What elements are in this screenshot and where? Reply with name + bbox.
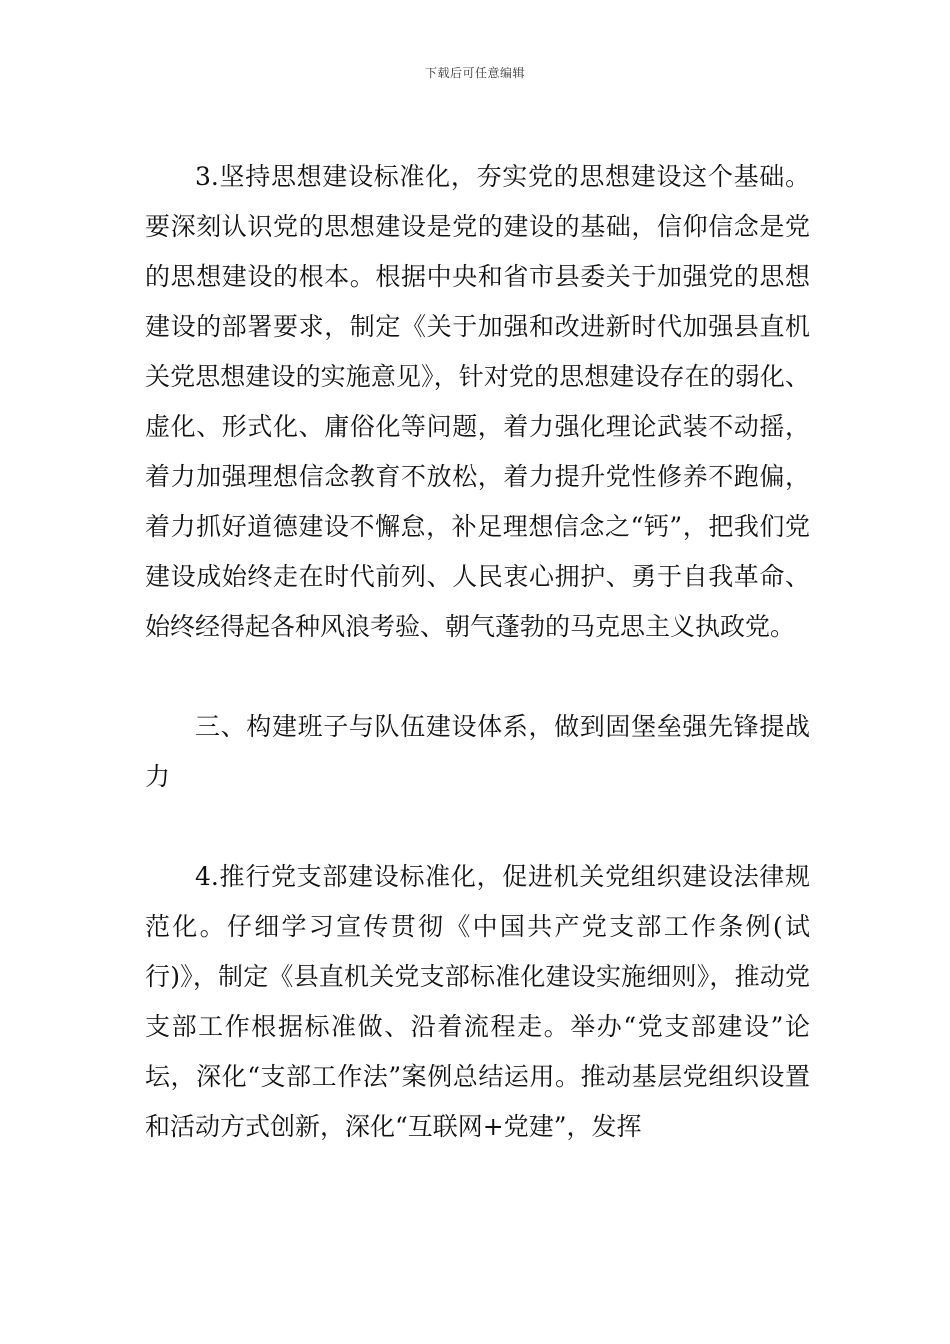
section-heading-team-building: 三、构建班子与队伍建设体系，做到固堡垒强先锋提战力 [145,712,810,791]
document-body [145,152,810,1152]
page-header: 下载后可任意编辑 [424,66,525,80]
paragraph-party-branch-standardization: 4.推行党支部建设标准化，促进机关党组织建设法律规范化。仔细学习宣传贯彻《中国共产党支部工作条例(试行)》，制定《县直机关党支部标准化建设实施细则》，推动党支部工作根据标准做、沿着流程走。举办“党支部建设”论坛，深化“支部工作法”案例总结运用。推动基层党组织设置和活动方式创新，深化“互联网+党建”，发挥 [145,862,810,1141]
paragraph-ideological-building: 3.坚持思想建设标准化，夯实党的思想建设这个基础。要深刻认识党的思想建设是党的建设的基础，信仰信念是党的思想建设的根本。根据中央和省市县委关于加强党的思想建设的部署要求，制定《关于加强和改进新时代加强县直机关党思想建设的实施意见》，针对党的思想建设存在的弱化、虚化、形式化、庸俗化等问题，着力强化理论武装不动摇，着力加强理想信念教育不放松，着力提升党性修养不跑偏，着力抓好道德建设不懈怠，补足理想信念之“钙”，把我们党建设成始终走在时代前列、人民衷心拥护、勇于自我革命、始终经得起各种风浪考验、朝气蓬勃的马克思主义执政党。 [145,162,810,641]
paragraph-gap [145,652,810,702]
paragraph-gap [145,802,810,852]
